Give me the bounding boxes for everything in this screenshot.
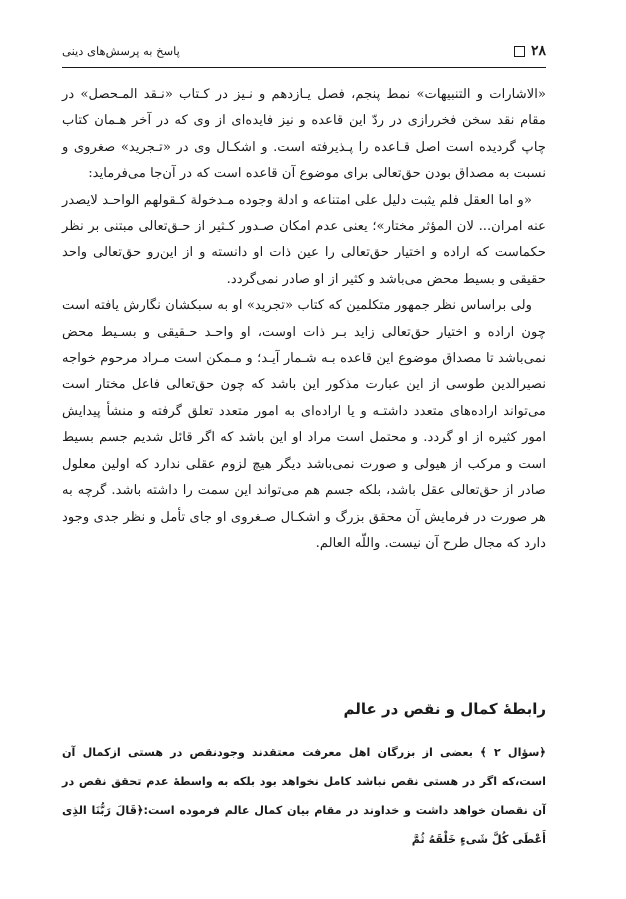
paragraph-1: «الاشارات و التنبیهات» نمط پنجم، فصل یـازدهم و نـیز در کـتاب «نـقد المـحصل» در مقام نقد سخن فخررازی در ردّ این قاعده و نیز فایده‌ای از وی که در آخر هـمان کتاب چاپ گردیده است اصل قـاعده را پـذیرفته است. و اشکـال وی در «تـجرید» صغروی و نسبت به مصداق بودن حق‌تعالی برای موضوع آن قاعده است که در آن‌جا می‌فرماید: [62,87,546,182]
paragraph-3: ولی براساس نظر جمهور متکلمین که کتاب «تجرید» او به سبکشان نگارش یافته است چون اراده و اختیار حق‌تعالی زاید بـر ذات اوست، او واحـد حـقیقی و بسـیط محض نمی‌باشد تا مصداق موضوع این قاعده بـه شـمار آیـد؛ و مـمکن است مـراد مرحوم خواجه نصیرالدین طوسی از این عبارت مذکور این باشد که چون حق‌تعالی فاعل مختار است می‌تواند اراده‌های متعدد داشتـه و یا اراده‌ای به امور متعدد تعلق گرفته و منشأ پیدایش امور کثیره از او گردد. و محتمل است مراد او این باشد که اگر قائل شدیم جسم بسیط است و مرکب از هیولی و صورت نمی‌باشد دیگر هیچ لزوم عقلی ندارد که اولین معلول صادر از حق‌تعالی عقل باشد، بلکه جسم هم می‌تواند این سمت را داشته باشد. گرچه به هر صورت در فرمایش آن محقق بزرگ و اشکـال صـغروی او جای تأمل و نظر جدی وجود دارد که مجال طرح آن نیست. واللّه العالم. [62,298,546,551]
page-number-block [514,43,546,59]
header-rule [62,67,546,68]
running-title: پاسخ به پرسش‌های دینی [62,44,180,58]
page-header [62,40,546,62]
body-text [62,82,546,557]
question-text: بعضی از بزرگان اهل معرفت معتقدند وجودنقص در هستی ازکمال آن است،که اگر در هستی نقص نباشد کامل نخواهد بود بلکه به واسطهٔ عدم تحقق نقص در آن نقصان خواهد داشت و خداوند در مقام بیان کمال عالم فرموده است:﴿قَالَ رَبُّنَا الذِی أَعْطَی کُلَّ شَیءٍ خَلْقَهُ ثُمَّ [62,746,546,846]
question-block [62,738,546,854]
section-heading: رابطهٔ کمال و نقص در عالم [343,700,546,718]
paragraph-2: «و اما العقل فلم یثبت دلیل علی امتناعه و ادلة وجوده مـدخولة کـقولهم الواحـد لایصدر عنه امران... لان المؤثر مختار»؛ یعنی عدم امکان صـدور کـثیر از حـق‌تعالی مبتنی بر نظر حکماست که اراده و اختیار حق‌تعالی را عین ذات او دانسته و از این‌رو حق‌تعالی واحد حقیقی و بسیط محض می‌باشد و کثیر از او صادر نمی‌گردد. [62,192,546,287]
square-icon [514,46,525,57]
question-label: ﴿سؤال ۲ ﴾ [480,746,546,759]
page-number: ۲۸ [530,43,546,59]
